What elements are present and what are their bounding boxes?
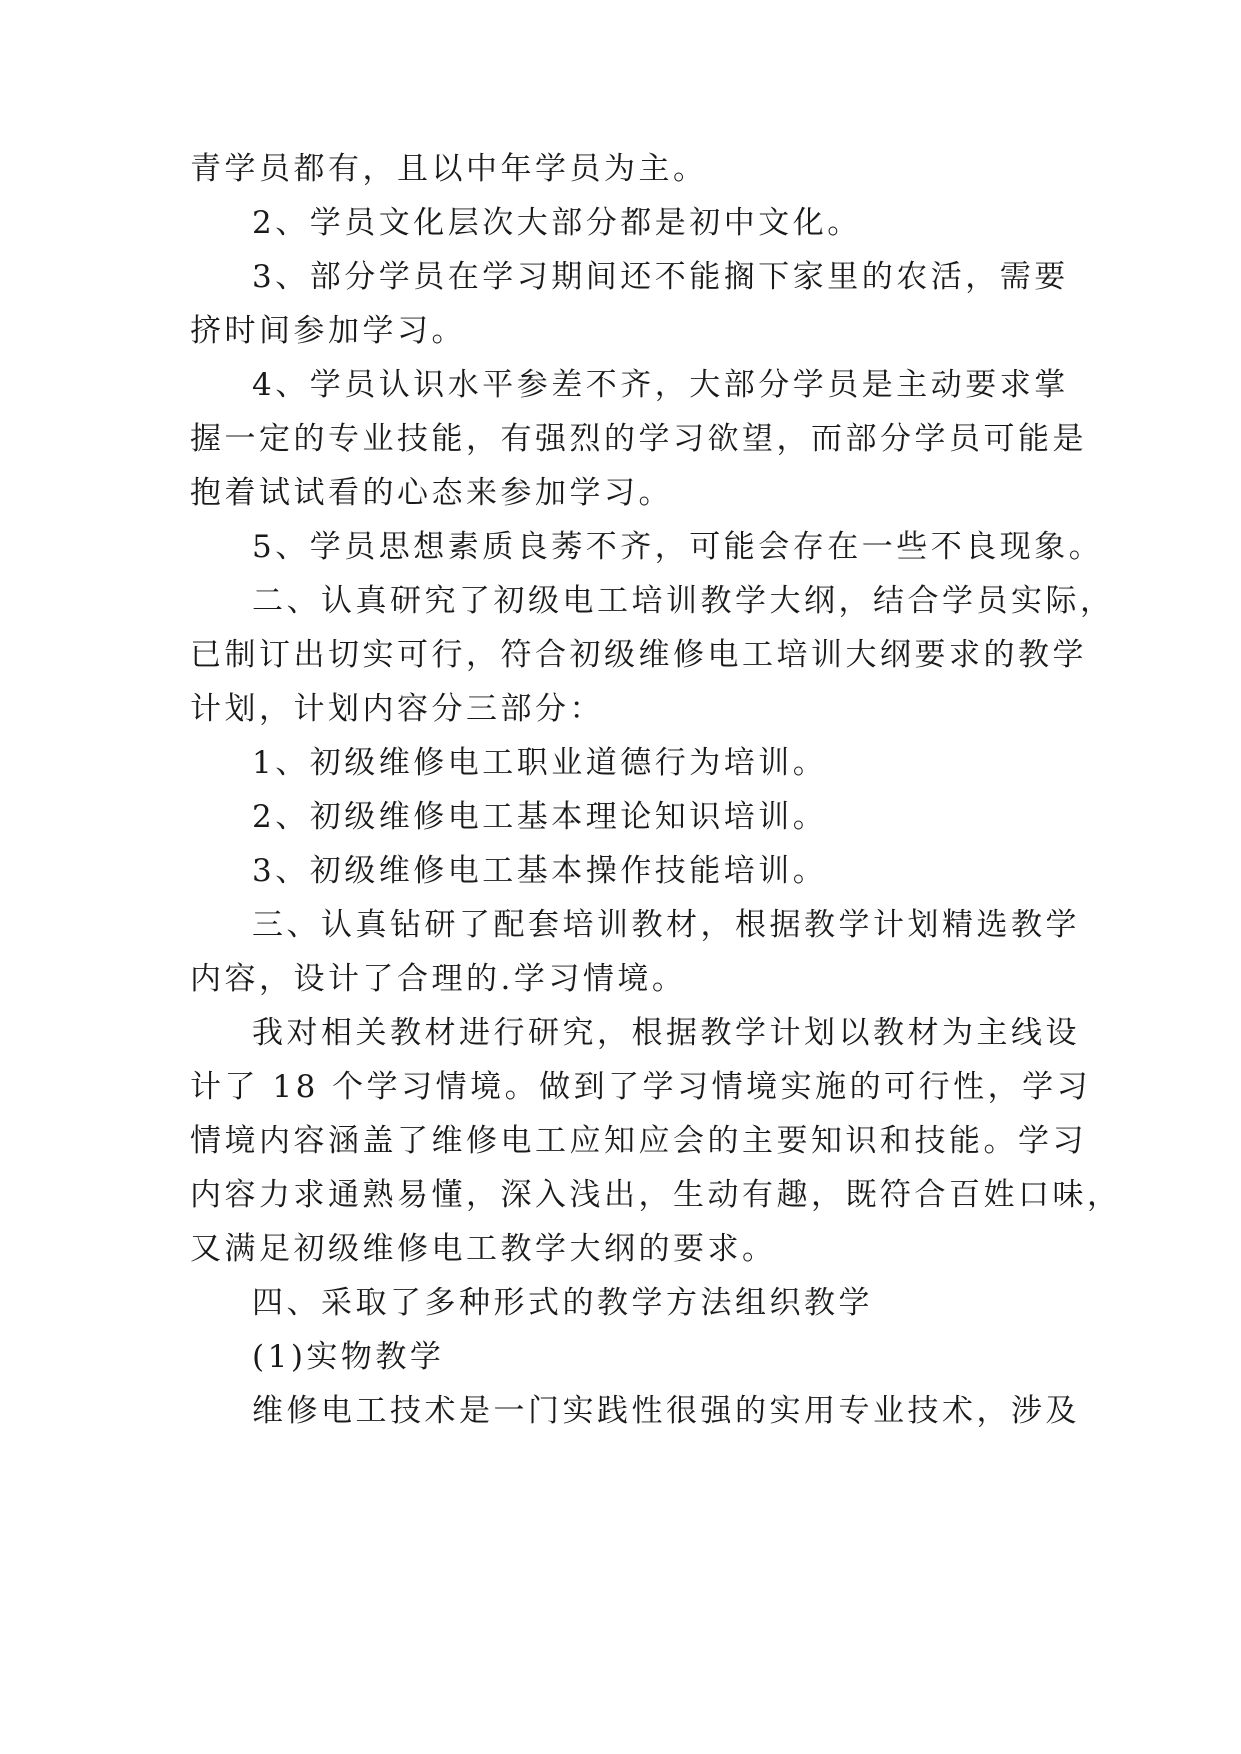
text-line: 握一定的专业技能，有强烈的学习欲望，而部分学员可能是	[190, 421, 1087, 457]
text-line: 维修电工技术是一门实践性很强的实用专业技术，涉及	[252, 1393, 1080, 1429]
text-line: 抱着试试看的心态来参加学习。	[190, 475, 673, 511]
text-line: 情境内容涵盖了维修电工应知应会的主要知识和技能。学习	[190, 1123, 1087, 1159]
text-line: 计划，计划内容分三部分：	[190, 691, 604, 727]
text-line: 我对相关教材进行研究，根据教学计划以教材为主线设	[252, 1015, 1080, 1051]
text-line: 3、初级维修电工基本操作技能培训。	[252, 853, 828, 889]
text-line: (1)实物教学	[252, 1339, 445, 1375]
text-line: 内容力求通熟易懂，深入浅出，生动有趣，既符合百姓口味，	[190, 1177, 1122, 1213]
text-line: 3、部分学员在学习期间还不能搁下家里的农活，需要	[252, 259, 1069, 295]
text-line: 又满足初级维修电工教学大纲的要求。	[190, 1231, 777, 1267]
text-line: 2、学员文化层次大部分都是初中文化。	[252, 205, 862, 241]
text-line: 4、学员认识水平参差不齐，大部分学员是主动要求掌	[252, 367, 1069, 403]
text-line: 四、采取了多种形式的教学方法组织教学	[252, 1285, 873, 1321]
text-line: 已制订出切实可行，符合初级维修电工培训大纲要求的教学	[190, 637, 1087, 673]
text-line: 挤时间参加学习。	[190, 313, 466, 349]
text-line: 1、初级维修电工职业道德行为培训。	[252, 745, 828, 781]
text-line: 内容，设计了合理的.学习情境。	[190, 961, 687, 997]
text-line: 二、认真研究了初级电工培训教学大纲，结合学员实际，	[252, 583, 1115, 619]
text-line: 青学员都有，且以中年学员为主。	[190, 151, 708, 187]
text-line: 2、初级维修电工基本理论知识培训。	[252, 799, 828, 835]
text-line: 5、学员思想素质良莠不齐，可能会存在一些不良现象。	[252, 529, 1104, 565]
text-line: 三、认真钻研了配套培训教材，根据教学计划精选教学	[252, 907, 1080, 943]
text-line: 计了 18 个学习情境。做到了学习情境实施的可行性，学习	[190, 1069, 1092, 1105]
